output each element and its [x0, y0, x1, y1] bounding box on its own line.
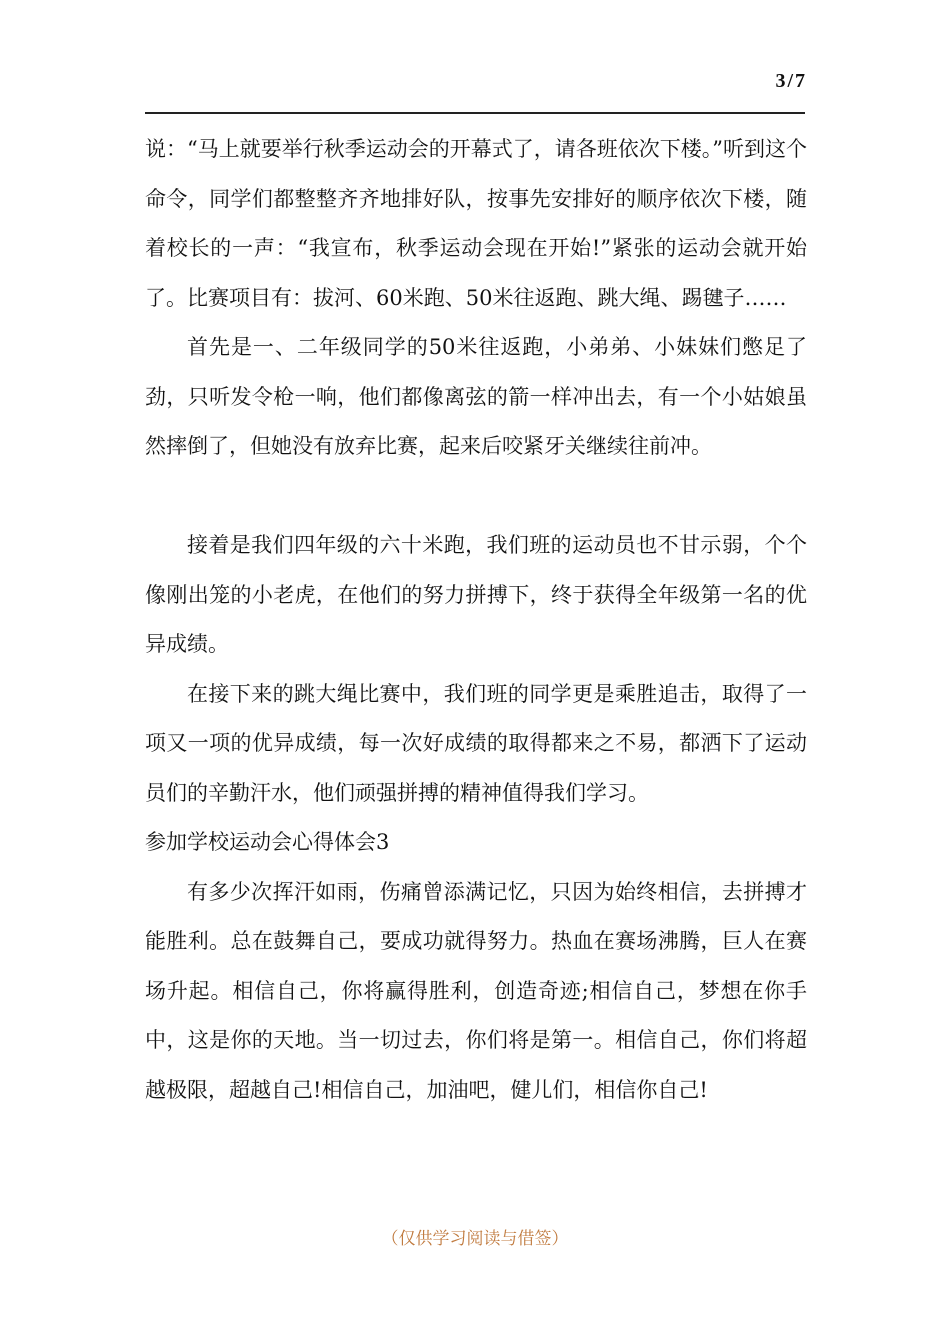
paragraph-opening-continuation: 说：“马上就要举行秋季运动会的开幕式了，请各班依次下楼。”听到这个命令，同学们都整整齐齐地排好队，按事先安排好的顺序依次下楼，随着校长的一声：“我宣布，秋季运动会现在开始!”紧张的运动会就开始了。比赛项目有：拔河、60米跑、50米往返跑、跳大绳、踢毽子……	[145, 137, 807, 310]
paragraph-shuttle-run: 首先是一、二年级同学的50米往返跑，小弟弟、小妹妹们憋足了劲，只听发令枪一响，他们都像离弦的箭一样冲出去，有一个小姑娘虽然摔倒了，但她没有放弃比赛，起来后咬紧牙关继续往前冲。	[145, 335, 807, 458]
paragraph-believe-yourself: 有多少次挥汗如雨，伤痛曾添满记忆，只因为始终相信，去拼搏才能胜利。总在鼓舞自己，要成功就得努力。热血在赛场沸腾，巨人在赛场升起。相信自己，你将赢得胜利，创造奇迹;相信自己，梦想在你手中，这是你的天地。当一切过去，你们将是第一。相信自己，你们将超越极限，超越自己!相信自己，加油吧，健儿们，相信你自己!	[145, 879, 807, 1102]
blank-line	[145, 472, 807, 522]
section-heading: 参加学校运动会心得体会3	[145, 830, 390, 854]
page-number: 3/7	[775, 70, 807, 92]
header-divider	[145, 112, 805, 114]
paragraph-sixty-meter: 接着是我们四年级的六十米跑，我们班的运动员也不甘示弱，个个像刚出笼的小老虎，在他们的努力拼搏下，终于获得全年级第一名的优异成绩。	[145, 533, 807, 656]
footer-note: （仅供学习阅读与借签）	[381, 1229, 569, 1249]
document-body	[145, 125, 807, 1115]
paragraph-rope-jumping: 在接下来的跳大绳比赛中，我们班的同学更是乘胜追击，取得了一项又一项的优异成绩，每一次好成绩的取得都来之不易，都洒下了运动员们的辛勤汗水，他们顽强拼搏的精神值得我们学习。	[145, 681, 807, 805]
